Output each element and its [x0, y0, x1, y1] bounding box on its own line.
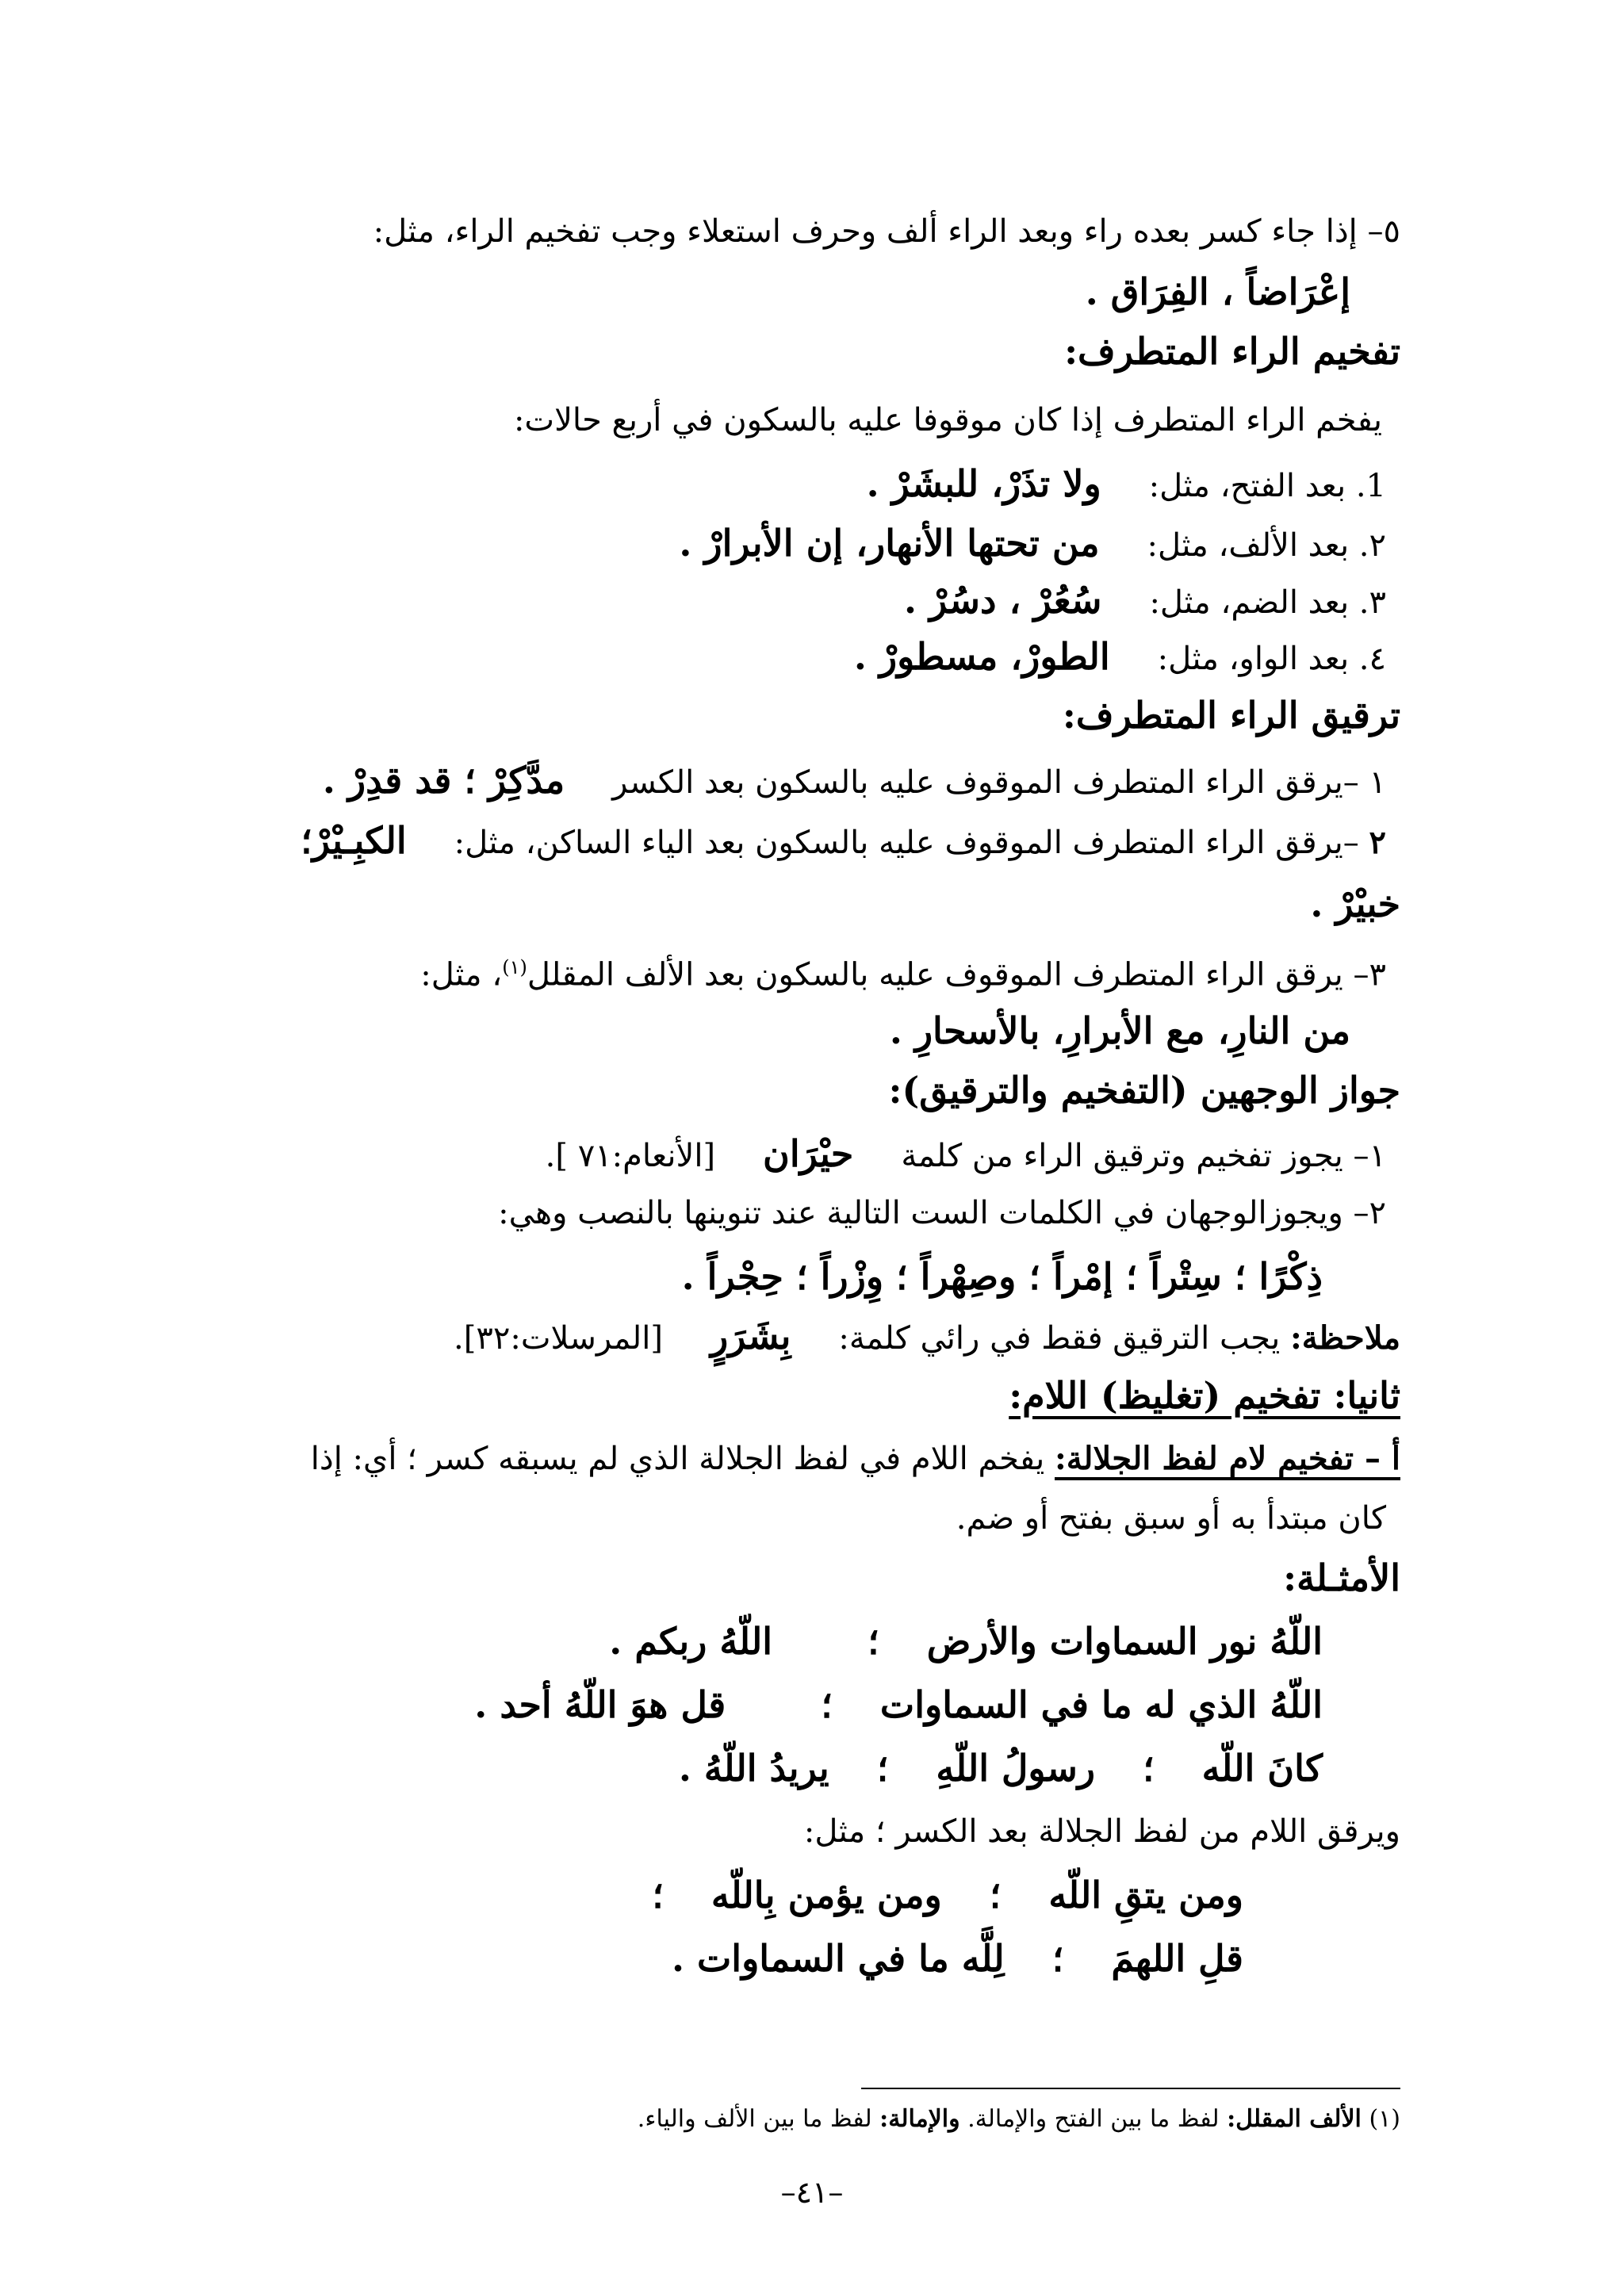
case-3: ٣. بعد الضم، مثل:سُعُرْ ، دسُرْ . — [904, 579, 1386, 622]
rule-5-line: ٥– إذا جاء كسر بعده راء وبعد الراء ألف وحرف استعلاء وجب تفخيم الراء، مثل: — [373, 213, 1400, 250]
tarqiq-rule-2: ٢ –يرقق الراء المتطرف الموقوف عليه بالسكون بعد الياء الساكن، مثل:الكبِـيْرْ؛ — [301, 819, 1386, 862]
lam-a-line-2: كان مبتدأ به أو سبق بفتح أو ضم. — [956, 1500, 1386, 1537]
jawaz-2: ٢– ويجوزالوجهان في الكلمات الست التالية عند تنوينها بالنصب وهي: — [498, 1195, 1386, 1231]
footnote-ref: (١) — [502, 956, 527, 978]
tarqiq-rule-3-example: من النارِ، مع الأبرارِ، بالأسحارِ . — [889, 1009, 1350, 1052]
jawaz-1: ١– يجوز تفخيم وترقيق الراء من كلمةحيْرَان[الأنعام:٧١ ]. — [545, 1132, 1386, 1175]
heading-examples: الأمثـلة: — [1283, 1556, 1400, 1599]
tarqiq-rule-1: ١ –يرقق الراء المتطرف الموقوف عليه بالسكون بعد الكسرمدَّكِرْ ؛ قد قدِرْ . — [322, 759, 1386, 802]
example-row-1: اللّهُ نور السماوات والأرض؛اللّهُ ربكم . — [609, 1620, 1323, 1663]
tarqiq-rule-3: ٣– يرقق الراء المتطرف الموقوف عليه بالسكون بعد الألف المقلل$^{(١)}$، مثل: — [420, 956, 1386, 993]
jawaz-2-example: ذِكْرًا ؛ سِتْراً ؛ إمْراً ؛ وصِهْراً ؛ وِزْراً ؛ حِجْراً . — [681, 1255, 1323, 1298]
footnote-divider — [861, 2088, 1400, 2089]
note-line: ملاحظة: يجب الترقيق فقط في رائي كلمة:بِشَرَرٍ[المرسلات:٣٢]. — [454, 1315, 1400, 1357]
heading-tarqiq-mutatarrif: ترقيق الراء المتطرف: — [1062, 694, 1400, 737]
case-2: ٢. بعد الألف، مثل:من تحتها الأنهار، إن الأبرارْ . — [679, 522, 1386, 565]
heading-lam: ثانيا: تفخيم (تغليظ) اللام: — [1009, 1374, 1400, 1417]
rule-5-example: إعْرَاضاً ، الفِرَاق . — [1085, 270, 1350, 313]
example-row-2: اللّهُ الذي له ما في السماوات؛قل هوَ اللّهُ أحد . — [474, 1683, 1323, 1726]
case-4: ٤. بعد الواو، مثل:الطورْ، مسطورْ . — [853, 635, 1386, 678]
case-1: 1. بعد الفتح، مثل:ولا تذَرْ، للبشَرْ . — [866, 462, 1386, 505]
heading-tafkhim-mutatarrif: تفخيم الراء المتطرف: — [1064, 330, 1400, 373]
tafkhim-intro: يفخم الراء المتطرف إذا كان موقوفا عليه بالسكون في أربع حالات: — [513, 402, 1382, 438]
example-row-4: ومن يتقِ اللّه؛ومن يؤمن بِاللّه؛ — [652, 1874, 1243, 1916]
footnote: (١) الألف المقلل: لفظ ما بين الفتح والإمالة. والإمالة: لفظ ما بين الألف والياء. — [637, 2105, 1400, 2133]
tarqiq-rule-2-continued: خبيْرْ . — [1310, 882, 1400, 925]
example-row-3: كانَ اللّه؛رسولُ اللّهِ؛يريدُ اللّهُ . — [678, 1747, 1323, 1790]
page-number: –٤١– — [780, 2175, 844, 2210]
tarqiq-lam-line: ويرقق اللام من لفظ الجلالة بعد الكسر ؛ مثل: — [803, 1813, 1400, 1850]
example-row-5: قلِ اللهمَ؛لِلَّه ما في السماوات . — [671, 1937, 1243, 1980]
heading-jawaz: جواز الوجهين (التفخيم والترقيق): — [888, 1069, 1400, 1112]
lam-a-line: أ – تفخيم لام لفظ الجلالة: يفخم اللام في لفظ الجلالة الذي لم يسبقه كسر ؛ أي: إذا — [310, 1440, 1400, 1477]
